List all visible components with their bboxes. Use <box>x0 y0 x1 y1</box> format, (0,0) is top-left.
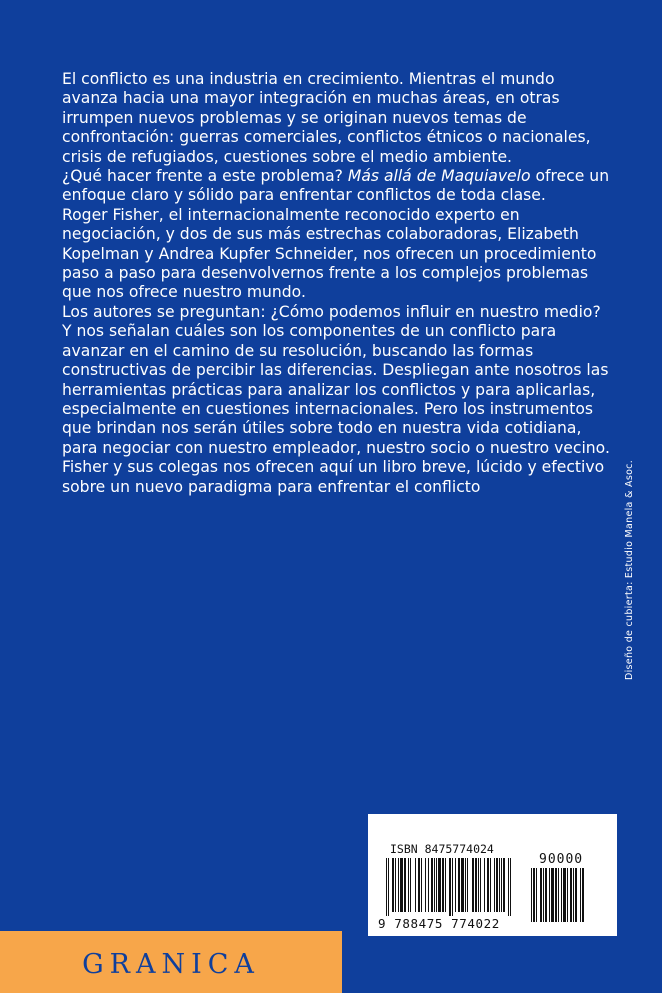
barcode-bar <box>484 858 485 912</box>
blurb-paragraph-4: Los autores se preguntan: ¿Cómo podemos influir en nuestro medio? Y nos señalan cuáles son los componentes de un conflicto para avanzar en el camino de su resolución, buscando las formas constructivas de percibir las diferencias. Despliegan ante nosotros las herramientas prácticas para analizar los conflictos y para aplicarlas, especialmente en cuestiones internacionales. Pero los instrumentos que brindan nos serán útiles sobre todo en nuestra vida cotidiana, para negociar con nuestro empleador, nuestro socio o nuestro vecino. <box>62 302 610 457</box>
barcode-bar <box>549 868 550 922</box>
barcode-bar <box>570 868 572 922</box>
barcode-bar <box>531 868 532 922</box>
barcode-bar <box>561 868 562 922</box>
blurb-paragraph-3: Roger Fisher, el internacionalmente reconocido experto en negociación, y dos de sus más estrechas colaboradoras, Elizabeth Kopelman y Andrea Kupfer Schneider, nos ofrecen un procedimiento paso a paso para desenvolvernos frente a los complejos problemas que nos ofrece nuestro mundo. <box>62 205 597 302</box>
barcode-bar <box>408 858 409 912</box>
barcode-bar <box>490 858 491 912</box>
publisher-logo: GRANICA <box>82 948 260 980</box>
barcode-bar <box>543 868 544 922</box>
barcode-bar <box>503 858 505 912</box>
barcode-bar <box>398 858 399 912</box>
blurb-paragraph-5: Fisher y sus colegas nos ofrecen aquí un libro breve, lúcido y efectivo sobre un nuevo paradigma para enfrentar el conflicto <box>62 458 605 496</box>
barcode-bar <box>395 858 396 912</box>
barcode-bar <box>436 858 437 912</box>
barcode-bar <box>496 858 498 912</box>
barcode-bar <box>563 868 566 922</box>
question-tail: ofrece un enfoque claro y sólido para enfrentar conflictos de toda clase. <box>62 167 610 205</box>
barcode-bar <box>458 858 460 912</box>
barcode-bar <box>425 858 426 912</box>
barcode-bar <box>567 868 568 922</box>
barcode-bar <box>545 868 547 922</box>
barcode-bar <box>442 858 444 912</box>
barcode-bar <box>467 858 468 912</box>
barcode-bar <box>452 858 453 916</box>
barcode-bar <box>421 858 422 912</box>
blurb-text <box>62 70 610 497</box>
barcode-bar <box>540 868 542 922</box>
blurb-paragraph-1: El conflicto es una industria en crecimiento. Mientras el mundo avanza hacia una mayor integración en muchas áreas, en otras irrumpen nuevos problemas y se originan nuevos temas de confrontación: guerras comerciales, conflictos étnicos o nacionales, crisis de refugiados, cuestiones sobre el medio ambiente. <box>62 70 591 166</box>
publisher-band <box>0 931 342 993</box>
barcode-bar <box>461 858 464 912</box>
barcode-box <box>368 814 617 936</box>
barcode-bar <box>455 858 456 912</box>
barcode-bar <box>575 868 577 922</box>
barcode-bar <box>487 858 489 912</box>
barcode-bar <box>494 858 495 912</box>
barcode-bar <box>400 858 403 912</box>
barcode-bar <box>386 858 387 916</box>
barcode-bar <box>449 858 451 916</box>
barcode-bar <box>404 858 406 912</box>
ean-barcode <box>386 858 526 918</box>
barcode-bar <box>392 858 394 912</box>
design-credit: Diseño de cubierta: Estudio Manela & Asoc. <box>624 459 635 680</box>
barcode-bar <box>465 858 466 912</box>
barcode-bar <box>410 858 411 912</box>
barcode-bar <box>501 858 502 912</box>
barcode-bar <box>418 858 420 912</box>
book-title: Más allá de Maquiavelo <box>347 167 531 186</box>
addon-barcode <box>531 868 597 924</box>
barcode-bar <box>555 868 557 922</box>
barcode-bar <box>445 858 446 912</box>
barcode-bar <box>431 858 433 912</box>
barcode-bar <box>415 858 416 912</box>
barcode-bar <box>480 858 481 912</box>
question-lead: ¿Qué hacer frente a este problema? <box>62 167 348 186</box>
barcode-bar <box>388 858 389 916</box>
barcode-bar <box>478 858 479 912</box>
barcode-bar <box>551 868 554 922</box>
barcode-bar <box>558 868 559 922</box>
barcode-bar <box>580 868 581 922</box>
barcode-bar <box>533 868 535 922</box>
price-code: 90000 <box>539 852 584 867</box>
barcode-bar <box>536 868 537 922</box>
barcode-bar <box>573 868 574 922</box>
ean-digits: 9 788475 774022 <box>378 916 500 931</box>
barcode-bar <box>582 868 584 922</box>
barcode-bar <box>499 858 500 912</box>
barcode-bar <box>510 858 511 916</box>
isbn-label: ISBN 8475774024 <box>390 842 494 856</box>
barcode-bar <box>438 858 441 912</box>
barcode-bar <box>475 858 477 912</box>
blurb-paragraph-2 <box>62 167 610 206</box>
barcode-bar <box>472 858 474 912</box>
barcode-bar <box>428 858 429 912</box>
barcode-bar <box>434 858 435 912</box>
barcode-bar <box>508 858 509 916</box>
